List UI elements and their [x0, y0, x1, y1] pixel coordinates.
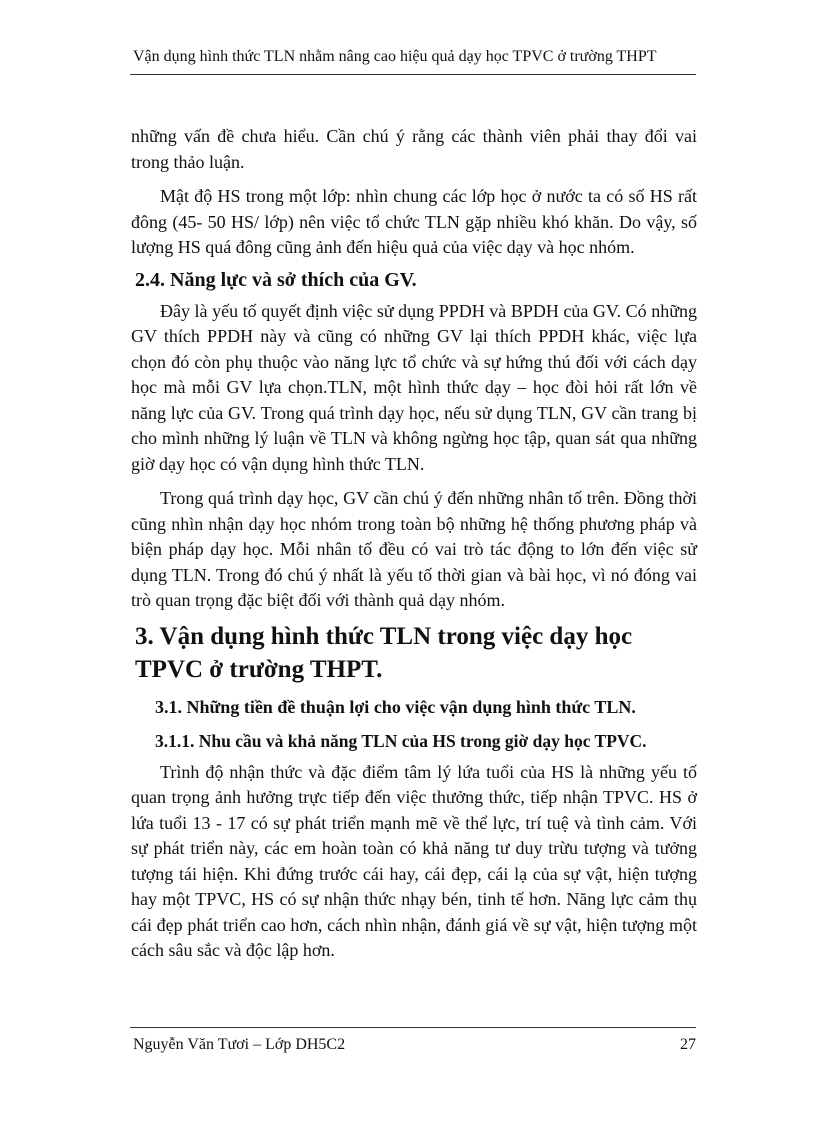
- heading-3-1-1: 3.1.1. Nhu cầu và khả năng TLN của HS trong giờ dạy học TPVC.: [155, 730, 647, 751]
- heading-3: 3. Vận dụng hình thức TLN trong việc dạy học TPVC ở trường THPT.: [135, 622, 633, 683]
- paragraph-class-density: Mật độ HS trong một lớp: nhìn chung các lớp học ở nước ta có số HS rất đông (45- 50 HS/ lớp) nên việc tổ chức TLN gặp nhiều khó khăn. Do vậy, số lượng HS quá đông cũng ảnh đến hiệu quả của việc dạy và học nhóm.: [131, 186, 697, 257]
- header-divider: [130, 74, 696, 75]
- footer-author: Nguyễn Văn Tươi – Lớp DH5C2: [133, 1036, 346, 1053]
- page-number: 27: [680, 1036, 696, 1053]
- heading-2-4: 2.4. Năng lực và sở thích của GV.: [135, 268, 417, 291]
- running-header: Vận dụng hình thức TLN nhằm nâng cao hiệu quả dạy học TPVC ở trường THPT: [133, 48, 657, 65]
- footer-divider: [130, 1027, 696, 1028]
- heading-3-1: 3.1. Những tiền đề thuận lợi cho việc vận dụng hình thức TLN.: [155, 696, 636, 717]
- paragraph-teacher-ability: Đây là yếu tố quyết định việc sử dụng PPDH và BPDH của GV. Có những GV thích PPDH này và cũng có những GV lại thích PPDH khác, việc lựa chọn đó còn phụ thuộc vào năng lực tổ chức và sự hứng thú đối với cách dạy học mà mỗi GV lựa chọn.TLN, một hình thức dạy – học đòi hỏi rất lớn về năng lực của GV. Trong quá trình dạy học, nếu sử dụng TLN, GV cần trang bị cho mình những lý luận về TLN và không ngừng học tập, quan sát qua những giờ dạy học có vận dụng hình thức TLN.: [131, 300, 697, 474]
- paragraph-factors-summary: Trong quá trình dạy học, GV cần chú ý đến những nhân tố trên. Đồng thời cũng nhìn nhận dạy học nhóm trong toàn bộ những hệ thống phương pháp và biện pháp dạy học. Mỗi nhân tố đều có vai trò tác động to lớn đến việc sử dụng TLN. Trong đó chú ý nhất là yếu tố thời gian và bài học, vì nó đóng vai trò quan trọng đặc biệt đối với thành quả dạy nhóm.: [131, 488, 697, 610]
- paragraph-student-needs: Trình độ nhận thức và đặc điểm tâm lý lứa tuổi của HS là những yếu tố quan trọng ảnh hưởng trực tiếp đến việc thưởng thức, tiếp nhận TPVC. HS ở lứa tuổi 13 - 17 có sự phát triển mạnh mẽ về thể lực, trí tuệ và tình cảm. Với sự phát triển này, các em hoàn toàn có khả năng tư duy trừu tượng và tưởng tượng tái hiện. Khi đứng trước cái hay, cái đẹp, cái lạ của sự vật, hiện tượng hay một TPVC, HS có sự nhận thức nhạy bén, tinh tế hơn. Năng lực cảm thụ cái đẹp phát triển cao hơn, cách nhìn nhận, đánh giá về sự vật, hiện tượng một cách sâu sắc và độc lập hơn.: [131, 761, 697, 960]
- page-body: [131, 124, 697, 964]
- paragraph-continued: những vấn đề chưa hiểu. Cần chú ý rằng các thành viên phải thay đổi vai trong thảo luận.: [131, 126, 697, 172]
